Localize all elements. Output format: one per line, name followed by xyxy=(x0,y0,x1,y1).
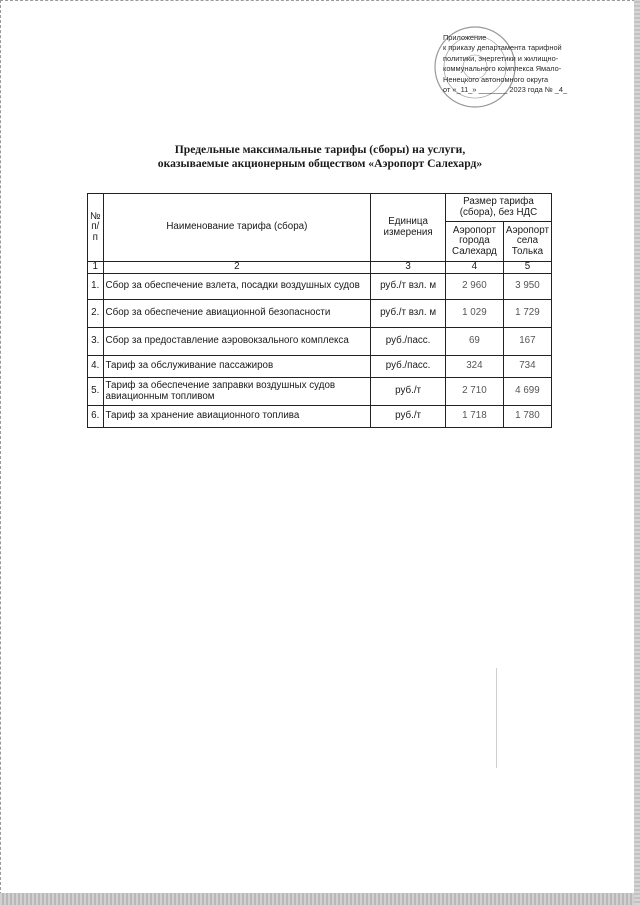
index-cell: 1 xyxy=(88,262,104,274)
scan-edge-bottom xyxy=(0,893,640,905)
header-size-group: Размер тарифа (сбора), без НДС xyxy=(445,194,551,222)
header-col5: Аэропорт села Толька xyxy=(503,222,551,262)
header-name: Наименование тарифа (сбора) xyxy=(103,194,371,262)
row-name: Сбор за предоставление аэровокзального комплекса xyxy=(103,328,371,356)
row-value-salekhard: 1 718 xyxy=(445,406,503,428)
row-value-tolka: 734 xyxy=(503,356,551,378)
table-row xyxy=(88,328,552,356)
scan-edge-right xyxy=(634,0,640,905)
appendix-line: к приказу департамента тарифной xyxy=(443,43,562,53)
header-col4: Аэропорт города Салехард xyxy=(445,222,503,262)
index-cell: 3 xyxy=(371,262,446,274)
table-row xyxy=(88,406,552,428)
row-value-tolka: 4 699 xyxy=(503,378,551,406)
row-value-tolka: 3 950 xyxy=(503,274,551,300)
row-value-salekhard: 2 960 xyxy=(445,274,503,300)
index-cell: 2 xyxy=(103,262,371,274)
row-name: Тариф за обеспечение заправки воздушных судов авиационным топливом xyxy=(103,378,371,406)
header-num: № п/п xyxy=(88,194,104,262)
row-unit: руб./пасс. xyxy=(371,328,446,356)
row-unit: руб./т взл. м xyxy=(371,274,446,300)
table-row xyxy=(88,356,552,378)
index-row xyxy=(88,262,552,274)
row-name: Тариф за обслуживание пассажиров xyxy=(103,356,371,378)
table-row xyxy=(88,378,552,406)
row-unit: руб./пасс. xyxy=(371,356,446,378)
appendix-line: Приложение xyxy=(443,33,487,42)
table-row xyxy=(88,300,552,328)
appendix-line: политики, энергетики и жилищно- xyxy=(443,53,559,63)
row-name: Тариф за хранение авиационного топлива xyxy=(103,406,371,428)
appendix-line: от «_11_» _______ 2023 года № _4_ xyxy=(443,85,568,95)
row-unit: руб./т xyxy=(371,406,446,428)
scan-artifact-line xyxy=(496,668,497,768)
row-value-tolka: 167 xyxy=(503,328,551,356)
row-num: 6. xyxy=(88,406,104,428)
row-num: 5. xyxy=(88,378,104,406)
title-line: оказываемые акционерным обществом «Аэропорт Салехард» xyxy=(157,157,483,170)
row-value-salekhard: 324 xyxy=(445,356,503,378)
title-line: Предельные максимальные тарифы (сборы) на услуги, xyxy=(174,143,466,156)
table-row xyxy=(88,274,552,300)
row-num: 4. xyxy=(88,356,104,378)
row-name: Сбор за обеспечение авиационной безопасности xyxy=(103,300,371,328)
row-value-tolka: 1 729 xyxy=(503,300,551,328)
header-unit: Единица измерения xyxy=(371,194,446,262)
appendix-line: коммунального комплекса Ямало- xyxy=(443,64,562,74)
appendix-line: Ненецкого автономного округа xyxy=(443,74,549,84)
index-cell: 4 xyxy=(445,262,503,274)
row-value-salekhard: 1 029 xyxy=(445,300,503,328)
index-cell: 5 xyxy=(503,262,551,274)
row-value-salekhard: 2 710 xyxy=(445,378,503,406)
row-num: 2. xyxy=(88,300,104,328)
row-unit: руб./т взл. м xyxy=(371,300,446,328)
row-unit: руб./т xyxy=(371,378,446,406)
row-name: Сбор за обеспечение взлета, посадки воздушных судов xyxy=(103,274,371,300)
row-num: 3. xyxy=(88,328,104,356)
appendix-block xyxy=(443,33,623,95)
row-value-tolka: 1 780 xyxy=(503,406,551,428)
tariff-table xyxy=(87,193,552,428)
table-header-row xyxy=(88,194,552,222)
row-value-salekhard: 69 xyxy=(445,328,503,356)
row-num: 1. xyxy=(88,274,104,300)
document-title xyxy=(100,143,540,171)
